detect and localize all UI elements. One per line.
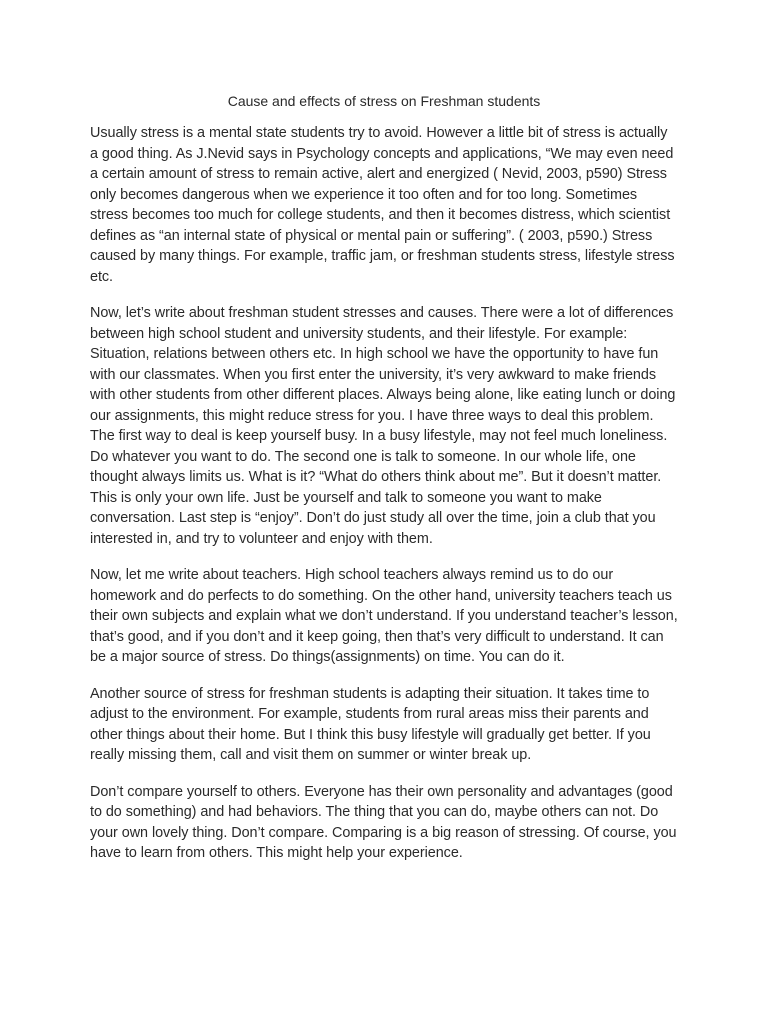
paragraph-teachers: Now, let me write about teachers. High school teachers always remind us to do our homework and do perfects to do something. On the other hand, university teachers teach us their own subjects and explain what we don’t understand. If you understand teacher’s lesson, that’s good, and if you don’t and it keep going, then that’s very difficult to understand. It can be a major source of stress. Do things(assignments) on time. You can do it. (90, 567, 678, 665)
document-title: Cause and effects of stress on Freshman students (227, 93, 541, 109)
paragraph-freshman-stresses: Now, let’s write about freshman student stresses and causes. There were a lot of differences between high school student and university students, and their lifestyle. For example: Situation, relations between others etc. In high school we have the opportunity to have fun with our classmates. When you first enter the university, it’s very awkward to make friends with other students from other different places. Always being alone, like eating lunch or doing our assignments, this might reduce stress for you. I have three ways to deal this problem. The first way to deal is keep yourself busy. In a busy lifestyle, may not feel much loneliness. Do whatever you want to do. The second one is talk to someone. In our whole life, one thought always limits us. What is it? “What do others think about me”. But it doesn’t matter. This is only your own life. Just be yourself and talk to someone you want to make conversation. Last step is “enjoy”. Don’t do just study all over the time, join a club that you interested in, and try to volunteer and enjoy with them. (90, 305, 676, 547)
document-page (90, 91, 678, 880)
paragraph-compare: Don’t compare yourself to others. Everyone has their own personality and advantages (good to do something) and had behaviors. The thing that you can do, maybe others can not. Do your own lovely thing. Don’t compare. Comparing is a big reason of stressing. Of course, you have to learn from others. This might help your experience. (90, 783, 677, 861)
paragraph-intro: Usually stress is a mental state students try to avoid. However a little bit of stress is actually a good thing. As J.Nevid says in Psychology concepts and applications, “We may even need a certain amount of stress to remain active, alert and energized ( Nevid, 2003, p590) Stress only becomes dangerous when we experience it too often and for too long. Sometimes stress becomes too much for college students, and then it becomes distress, which scientist defines as “an internal state of physical or mental pain or suffering”. ( 2003, p590.) Stress caused by many things. For example, traffic jam, or freshman students stress, lifestyle stress etc. (90, 125, 675, 285)
paragraph-adapting: Another source of stress for freshman students is adapting their situation. It takes time to adjust to the environment. For example, students from rural areas miss their parents and other things about their home. But I think this busy lifestyle will gradually get better. If you really missing them, call and visit them on summer or winter break up. (90, 685, 651, 763)
